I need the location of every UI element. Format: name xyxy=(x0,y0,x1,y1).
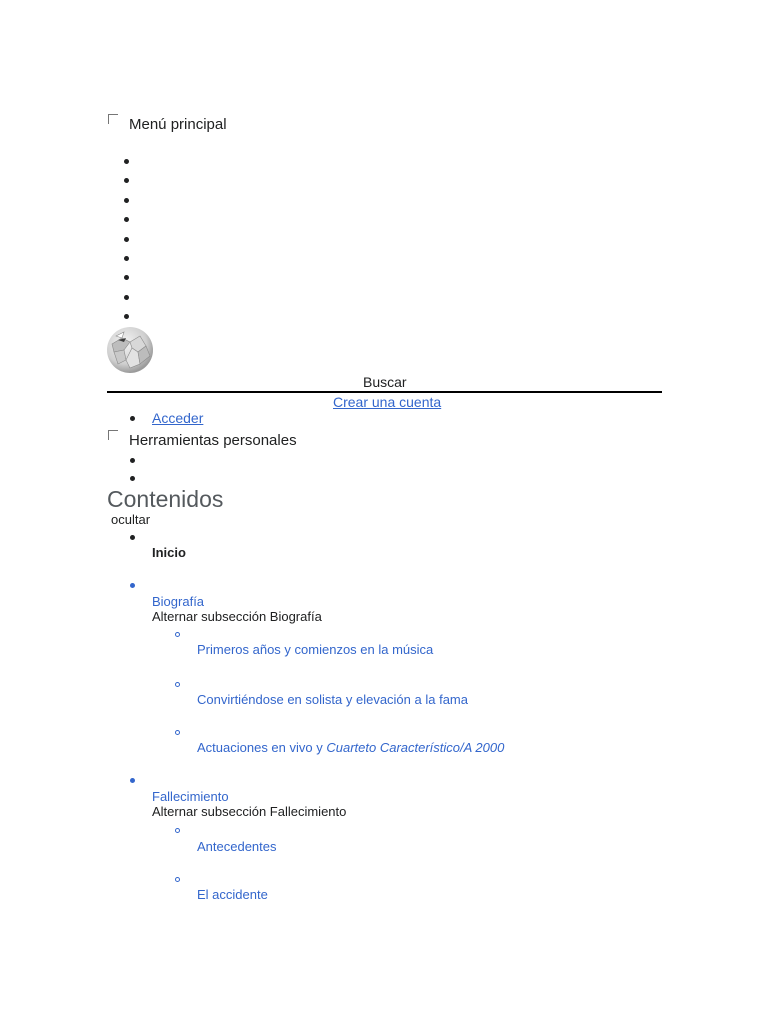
search-input[interactable] xyxy=(107,391,662,393)
list-item[interactable] xyxy=(124,198,129,203)
toc-item-actuaciones[interactable] xyxy=(197,740,504,756)
toc-toggle-biografia[interactable]: Alternar subsección Biografía xyxy=(152,609,322,624)
list-item[interactable] xyxy=(124,159,129,164)
list-item[interactable] xyxy=(124,295,129,300)
toc-item-actuaciones-italic: Cuarteto Característico/A 2000 xyxy=(326,740,505,755)
personal-tools-label[interactable]: Herramientas personales xyxy=(129,432,297,449)
toc-subsection-bullet xyxy=(175,730,180,735)
toc-section-bullet xyxy=(130,778,135,783)
toc-item-actuaciones-plain: Actuaciones en vivo y xyxy=(197,740,327,755)
toc-item-accidente[interactable]: El accidente xyxy=(197,887,268,902)
list-item[interactable] xyxy=(124,256,129,261)
toc-hide-button[interactable]: ocultar xyxy=(111,512,151,527)
list-item[interactable] xyxy=(130,458,135,463)
toc-item-primeros-anos[interactable]: Primeros años y comienzos en la música xyxy=(197,642,434,657)
toc-item-biografia[interactable]: Biografía xyxy=(152,594,205,609)
toc-section-bullet xyxy=(130,583,135,588)
list-item[interactable] xyxy=(130,476,135,481)
toc-subsection-bullet xyxy=(175,877,180,882)
toc-subsection-bullet xyxy=(175,632,180,637)
list-item[interactable] xyxy=(124,237,129,242)
toc-start-bullet xyxy=(130,535,135,540)
list-item[interactable] xyxy=(124,178,129,183)
toc-item-solista[interactable]: Convirtiéndose en solista y elevación a la fama xyxy=(197,692,468,707)
toc-subsection-bullet xyxy=(175,682,180,687)
toc-item-fallecimiento[interactable]: Fallecimiento xyxy=(152,789,229,804)
login-link[interactable]: Acceder xyxy=(152,410,204,426)
list-item[interactable] xyxy=(124,314,129,319)
toc-toggle-fallecimiento[interactable]: Alternar subsección Fallecimiento xyxy=(152,804,347,819)
wikipedia-globe-icon[interactable] xyxy=(106,326,154,374)
list-item[interactable] xyxy=(124,217,129,222)
main-menu-label[interactable]: Menú principal xyxy=(129,116,227,133)
personal-tools-checkbox[interactable] xyxy=(108,430,118,440)
main-menu-checkbox[interactable] xyxy=(108,114,118,124)
create-account-link[interactable]: Crear una cuenta xyxy=(333,394,442,410)
toc-subsection-bullet xyxy=(175,828,180,833)
list-item[interactable] xyxy=(124,275,129,280)
login-bullet xyxy=(130,416,135,421)
toc-item-antecedentes[interactable]: Antecedentes xyxy=(197,839,277,854)
toc-item-start[interactable]: Inicio xyxy=(152,545,186,560)
toc-title: Contenidos xyxy=(107,486,224,512)
search-label: Buscar xyxy=(363,374,407,390)
